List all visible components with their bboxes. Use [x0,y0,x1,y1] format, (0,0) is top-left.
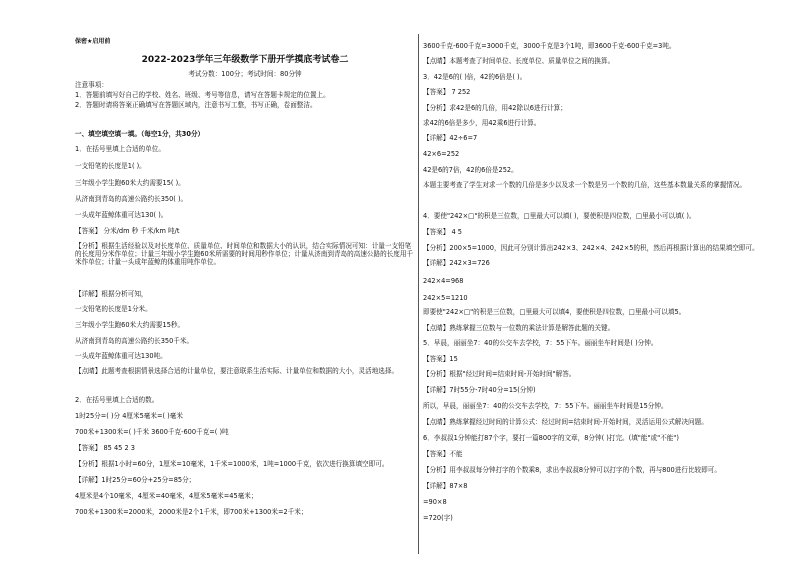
question-6: 6．李叔叔1分钟能打87个字，要打一篇800字的文章，8分钟( )打完。(填"能"或"不能") [423,434,679,442]
q1-detail-2: 三年级小学生跑60米大约需要15秒。 [75,321,185,329]
q1-analysis: 【分析】根据生活经验以及对长度单位、质量单位、时间单位和数据大小的认识，结合实际情况可知：计量一支铅笔的长度用分米作单位；计量三年级小学生跑60米所需要的时间用秒作单位；计量从济南到青岛的高速公路的长度用千米作单位；计量一头成年蓝鲸的体重用吨作单位。 [75,242,414,266]
q4-answer: 【答案】 4 5 [423,228,462,236]
q2-item-1: 1时25分=( )分 4厘米5毫米=( )毫米 [75,412,183,420]
q5-detail-1: 【详解】7时55分-7时40分=15(分钟) [423,386,536,394]
q1-item-1: 一支铅笔的长度是1( )。 [75,162,146,170]
q3-analysis-2: 求42的6倍是多少，用42乘6进行计算。 [423,119,541,127]
q4-detail-2: 242×4=968 [423,277,464,285]
q1-item-4: 一头成年蓝鲸体重可达130( )。 [75,211,168,219]
q2-answer: 【答案】 85 45 2 3 [75,444,135,452]
exam-title: 2022-2023学年三年级数学下册开学摸底考试卷二 [141,55,349,65]
q1-detail-heading: 【详解】根据分析可知， [75,290,148,298]
q2-detail-4: 3600千克-600千克=3000千克，3000千克是3个1吨，即3600千克-600千克=3吨。 [423,42,676,50]
note-1: 1．答题前填写好自己的学校、姓名、班级、考号等信息，请写在答题卡规定的位置上。 [75,91,330,99]
q6-answer: 【答案】不能 [423,450,463,458]
q5-analysis: 【分析】根据"经过时间=结束时间-开始时间"解答。 [423,370,576,378]
q2-tip: 【点睛】本题考查了时间单位、长度单位、质量单位之间的换算。 [423,57,615,65]
q2-detail-3: 700米+1300米=2000米，2000米是2个1千米，即700米+1300米=2千米； [75,508,308,516]
q3-detail-3: 42是6的7倍，42的6倍是252。 [423,166,518,174]
q2-detail-1: 【详解】1时25分=60分+25分=85分； [75,476,196,484]
q5-tip: 【点睛】熟练掌握经过时间的计算公式：经过时间=结束时间-开始时间，灵活运用公式解决问题。 [423,418,708,426]
q2-item-2: 700米+1300米=( )千米 3600千克-600千克=( )吨 [75,428,229,436]
q2-analysis: 【分析】根据1小时=60分，1厘米=10毫米，1千米=1000米，1吨=1000千克，依次进行换算填空即可。 [75,460,389,468]
q3-answer: 【答案】 7 252 [423,88,471,96]
q2-detail-2: 4厘米是4个10毫米，4厘米=40毫米，4厘米5毫米=45毫米； [75,492,258,500]
exam-info: 考试分数：100分；考试时间：80分钟 [188,70,302,78]
notes-heading: 注意事项： [75,81,108,89]
question-5: 5．早晨，丽丽坐7：40的公交车去学校，7：55下车。丽丽坐车时间是( )分钟。 [423,339,658,347]
q6-detail-1: 【详解】87×8 [423,482,468,490]
question-4: 4．要使"242×□"的积是三位数，□里最大可以填( )，要使积是四位数，□里最小可以填( )。 [423,212,696,220]
q1-answer: 【答案】 分米/dm 秒 千米/km 吨/t [75,227,180,235]
column-divider [418,34,419,554]
q3-detail-2: 42×6=252 [423,150,460,158]
q1-tip: 【点睛】此题考查根据情景选择合适的计量单位，要注意联系生活实际、计量单位和数据的大小，灵活地选择。 [75,367,399,375]
q6-detail-2: =90×8 [423,498,447,506]
question-1: 1．在括号里填上合适的单位。 [75,145,165,153]
q3-detail-1: 【详解】42÷6=7 [423,134,478,142]
q4-tip: 【点睛】熟练掌握三位数与一位数的乘法计算是解答此题的关键。 [423,324,615,332]
q1-detail-4: 一头成年蓝鲸体重可达130吨。 [75,352,167,360]
q5-answer: 【答案】15 [423,355,458,363]
question-2: 2．在括号里填上合适的数。 [75,396,159,404]
q5-detail-2: 所以，早晨，丽丽坐7：40的公交车去学校，7：55下车。丽丽坐车时间是15分钟。 [423,402,668,410]
q4-detail-4: 即要使"242×□"的积是三位数，□里最大可以填4，要使积是四位数，□里最小可以填5。 [423,308,686,316]
section-heading: 一、填空填空填一填。（每空1分，共30分） [75,130,205,138]
q3-analysis: 【分析】求42是6的几倍，用42除以6进行计算； [423,104,567,112]
q6-detail-3: =720(字) [423,514,453,522]
q1-item-2: 三年级小学生跑60米大约需要15( )。 [75,179,185,187]
q1-detail-3: 从济南到青岛的高速公路约长350千米。 [75,337,194,345]
question-3: 3．42是6的( )倍，42的6倍是( )。 [423,73,527,81]
q3-tip: 本题主要考查了学生对求一个数的几倍是多少以及求一个数是另一个数的几倍，这些基本数量关系的掌握情况。 [423,181,747,189]
q4-detail-3: 242×5=1210 [423,294,468,302]
q4-detail-1: 【详解】242×3=726 [423,259,490,267]
right-column [423,0,768,562]
left-column [75,0,415,562]
q4-analysis: 【分析】200×5=1000，因此可分别计算出242×3、242×4、242×5的积，然后再根据计算出的结果填空即可。 [423,244,759,252]
confidential-label: 保密★启用前 [75,38,111,45]
note-2: 2．答题时请将答案正确填写在答题区域内，注意书写工整，书写正确，卷面整洁。 [75,101,317,109]
q1-item-3: 从济南到青岛的高速公路约长350( )。 [75,195,188,203]
q6-analysis: 【分析】用李叔叔每分钟打字的个数乘8，求出李叔叔8分钟可以打字的个数，再与800进行比较即可。 [423,466,721,474]
q1-detail-1: 一支铅笔的长度是1分米。 [75,305,152,313]
